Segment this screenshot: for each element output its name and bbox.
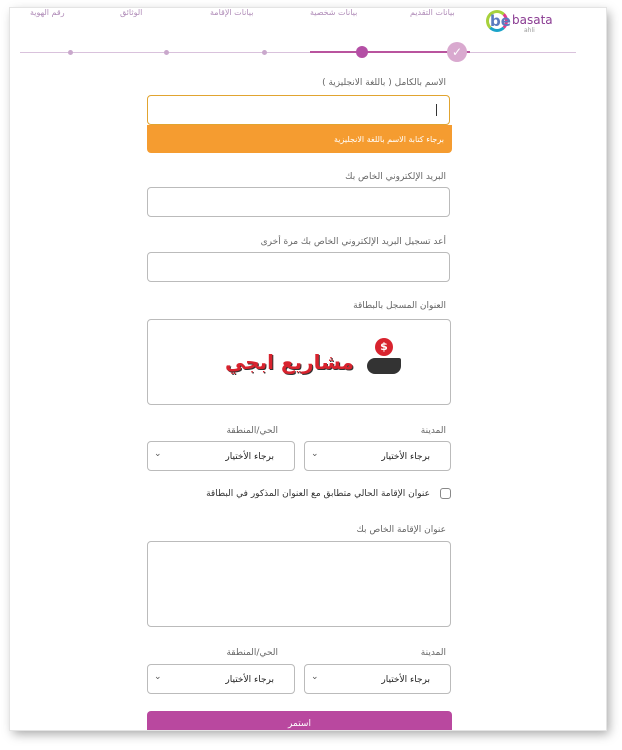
chevron-down-icon: ⌄ [311,672,319,682]
city-select[interactable]: برجاء الأختيار ⌄ [304,441,451,471]
full-name-warning: برجاء كتابة الاسم باللغة الانجليزية [147,125,452,153]
stepper-progress [310,51,470,53]
step-label: بيانات شخصية [310,8,358,17]
chevron-down-icon: ⌄ [154,449,162,459]
district-select[interactable]: برجاء الأختيار ⌄ [147,664,295,694]
step-label: الوثائق [120,8,143,17]
full-name-input[interactable] [147,95,450,125]
residence-address-textarea[interactable] [147,541,451,627]
same-address-label: عنوان الإقامة الحالي متطابق مع العنوان المذكور في البطاقة [206,489,430,499]
step-label: بيانات التقديم [410,8,455,17]
same-address-checkbox[interactable] [440,488,451,499]
email-label: البريد الإلكتروني الخاص بك [345,172,446,182]
district-label: الحي/المنطقة [226,648,278,658]
continue-button[interactable]: استمر [147,711,452,730]
step-dot[interactable] [262,50,267,55]
city-label: المدينة [420,426,446,436]
hand-icon [367,358,401,374]
card-address-label: العنوان المسجل بالبطاقة [353,301,446,311]
email-input[interactable] [147,187,450,217]
residence-address-label: عنوان الإقامة الخاص بك [356,525,446,535]
step-dot[interactable] [68,50,73,55]
district-label: الحي/المنطقة [226,426,278,436]
email-confirm-label: أعد تسجيل البريد الإلكتروني الخاص بك مرة أخرى [260,237,446,247]
district-select[interactable]: برجاء الأختيار ⌄ [147,441,295,471]
dollar-coin-icon: $ [375,338,393,356]
step-dot-current[interactable] [356,46,368,58]
email-confirm-input[interactable] [147,252,450,282]
full-name-label: الاسم بالكامل ( باللغة الانجليزية ) [322,78,446,88]
chevron-down-icon: ⌄ [311,449,319,459]
brand-logo: be basata ahli [486,10,576,36]
city-select[interactable]: برجاء الأختيار ⌄ [304,664,451,694]
text-caret [436,104,437,116]
watermark-logo: مشاريع ابجي $ [225,338,405,384]
city-label: المدينة [420,648,446,658]
step-label: بيانات الإقامة [210,8,254,17]
stepper-track [20,52,576,53]
chevron-down-icon: ⌄ [154,672,162,682]
step-dot[interactable] [164,50,169,55]
step-label: رقم الهوية [30,8,65,17]
form-window [10,8,606,730]
step-completed-check-icon[interactable]: ✓ [447,42,467,62]
